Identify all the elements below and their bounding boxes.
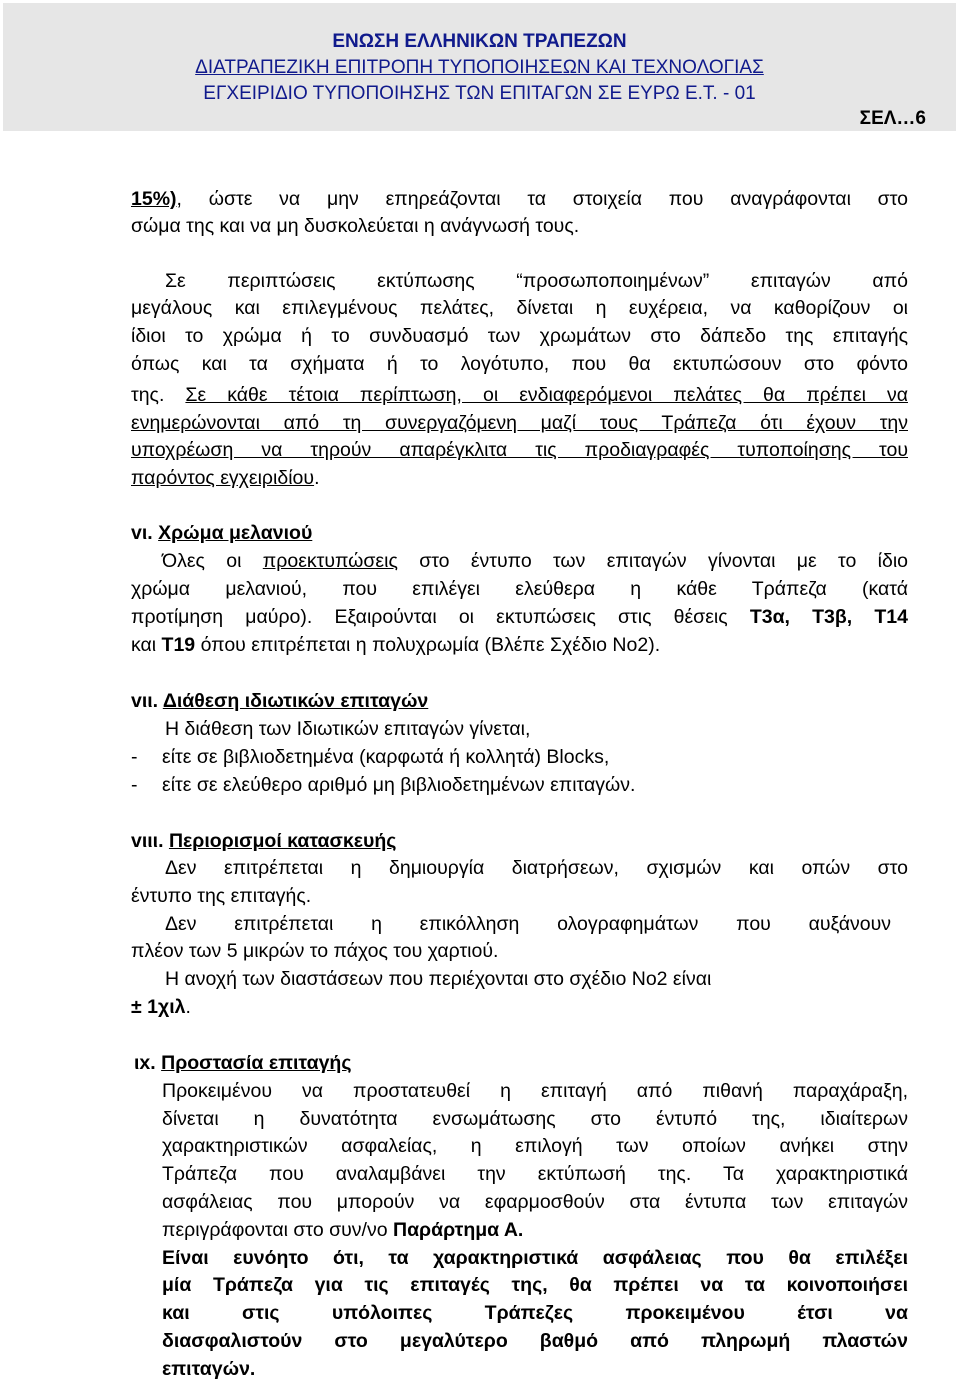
section-number: vιιι. (131, 830, 164, 852)
limits-line-1: Δεν επιτρέπεται η δημιουργία διατρήσεων, σχισμών και οπών στο (165, 857, 908, 879)
limits-line-4: πλέον των 5 μικρών το πάχος του χαρτιού. (131, 940, 499, 962)
custom-para-line-5: της. Σε κάθε τέτοια περίπτωση, οι ενδιαφερόμενοι πελάτες θα πρέπει να (131, 384, 908, 406)
section-title: Διάθεση ιδιωτικών επιταγών (162, 690, 429, 712)
intro-line-1: 15%), ώστε να μην επηρεάζονται τα στοιχεία που αναγράφονται στο (131, 188, 908, 210)
list-item: είτε σε ελεύθερο αριθμό μη βιβλιοδετημένων επιταγών. (162, 774, 636, 796)
ink-line-1: Όλες οι προεκτυπώσεις στο έντυπο των επιταγών γίνονται με το ίδιο (162, 550, 908, 572)
protection-line-6: περιγράφονται στο συν/νο Παράρτημα Α. (162, 1219, 524, 1241)
protection-line-11: επιταγών. (162, 1358, 256, 1380)
section-number: vι. (131, 522, 153, 544)
section-title: Προστασία επιταγής (161, 1052, 352, 1074)
limits-line-2: έντυπο της επιταγής. (131, 885, 312, 907)
header-manual-title: ΕΓΧΕΙΡΙΔΙΟ ΤΥΠΟΠΟΙΗΣΗΣ ΤΩΝ ΕΠΙΤΑΓΩΝ ΣΕ ΕΥΡΩ Ε.Τ. - 01 (203, 83, 756, 104)
section-heading-construction-limits (131, 828, 396, 854)
limits-line-3: Δεν επιτρέπεται η επικόλληση ολογραφημάτων που αυξάνουν (165, 913, 891, 935)
section-title: Περιορισμοί κατασκευής (168, 830, 397, 852)
protection-line-10: διασφαλιστούν στο μεγαλύτερο βαθμό από πληρωμή πλαστών (162, 1330, 908, 1352)
custom-para-line-2: μεγάλους και επιλεγμένους πελάτες, δίνεται η ευχέρεια, να καθορίζουν οι (131, 297, 908, 319)
section-heading-private-cheques (131, 688, 428, 714)
protection-line-4: Τράπεζα που αναλαμβάνει την εκτύπωσή της. Τα χαρακτηριστικά (162, 1163, 908, 1185)
custom-para-line-8: παρόντος εγχειριδίου. (131, 467, 320, 489)
section-heading-ink-color (131, 520, 312, 546)
custom-para-line-1: Σε περιπτώσεις εκτύπωσης “προσωποποιημένων” επιταγών από (165, 270, 908, 292)
page-number: ΣΕΛ…6 (859, 108, 926, 129)
ink-line-2: χρώμα μελανιού, που επιλέγει ελεύθερα η κάθε Τράπεζα (κατά (131, 578, 908, 600)
custom-para-line-6: ενημερώνονται από τη συνεργαζόμενη μαζί τους Τράπεζα ότι έχουν την (131, 412, 908, 434)
ink-line-3: προτίμηση μαύρο). Εξαιρούνται οι εκτυπώσεις στις θέσεις Τ3α, Τ3β, Τ14 (131, 606, 908, 628)
section-heading-cheque-protection (134, 1050, 351, 1076)
protection-line-2: δίνεται η δυνατότητα ενσωμάτωσης στο έντυπό της, ιδιαίτερων (162, 1108, 908, 1130)
list-item: είτε σε βιβλιοδετημένα (καρφωτά ή κολλητά) Blocks, (162, 746, 610, 768)
protection-line-5: ασφάλειας που μπορούν να εφαρμοσθούν στα έντυπα των επιταγών (162, 1191, 908, 1213)
protection-line-7: Είναι ευνόητο ότι, τα χαρακτηριστικά ασφάλειας που θα επιλέξει (162, 1247, 908, 1269)
custom-para-line-3: ίδιοι το χρώμα ή το συνδυασμό των χρωμάτων στο δάπεδο της επιταγής (131, 325, 908, 347)
section-number: vιι. (131, 690, 159, 712)
list-dash: - (131, 746, 138, 768)
custom-para-line-7: υποχρέωση να τηρούν απαρέγκλιτα τις προδιαγραφές τυποποίησης του (131, 439, 908, 461)
header-organization: ΕΝΩΣΗ ΕΛΛΗΝΙΚΩΝ ΤΡΑΠΕΖΩΝ (332, 31, 627, 52)
protection-line-9: και στις υπόλοιπες Τράπεζες προκειμένου έτσι να (162, 1302, 908, 1324)
list-dash: - (131, 774, 138, 796)
custom-para-line-4: όπως και τα σχήματα ή το λογότυπο, που θα εκτυπώσουν στο φόντο (131, 353, 908, 375)
section-number: ιx. (134, 1052, 156, 1074)
private-cheques-line-1: Η διάθεση των Ιδιωτικών επιταγών γίνεται, (165, 718, 531, 740)
protection-line-3: χαρακτηριστικών ασφαλείας, η επιλογή των οποίων ανήκει στην (162, 1135, 908, 1157)
ink-line-4: και Τ19 όπου επιτρέπεται η πολυχρωμία (Βλέπε Σχέδιο Νο2). (131, 634, 661, 656)
intro-line-2: σώμα της και να μη δυσκολεύεται η ανάγνωσή τους. (131, 215, 580, 237)
limits-line-6: ± 1χιλ. (131, 996, 191, 1018)
limits-line-5: Η ανοχή των διαστάσεων που περιέχονται στο σχέδιο Νο2 είναι (165, 968, 712, 990)
section-title: Χρώμα μελανιού (158, 522, 313, 544)
header-committee: ΔΙΑΤΡΑΠΕΖΙΚΗ ΕΠΙΤΡΟΠΗ ΤΥΠΟΠΟΙΗΣΕΩΝ ΚΑΙ ΤΕΧΝΟΛΟΓΙΑΣ (195, 57, 764, 78)
protection-line-8: μία Τράπεζα για τις επιταγές της, θα πρέπει να τα κοινοποιήσει (162, 1274, 908, 1296)
protection-line-1: Προκειμένου να προστατευθεί η επιταγή από πιθανή παραχάραξη, (162, 1080, 908, 1102)
document-header (3, 3, 956, 131)
